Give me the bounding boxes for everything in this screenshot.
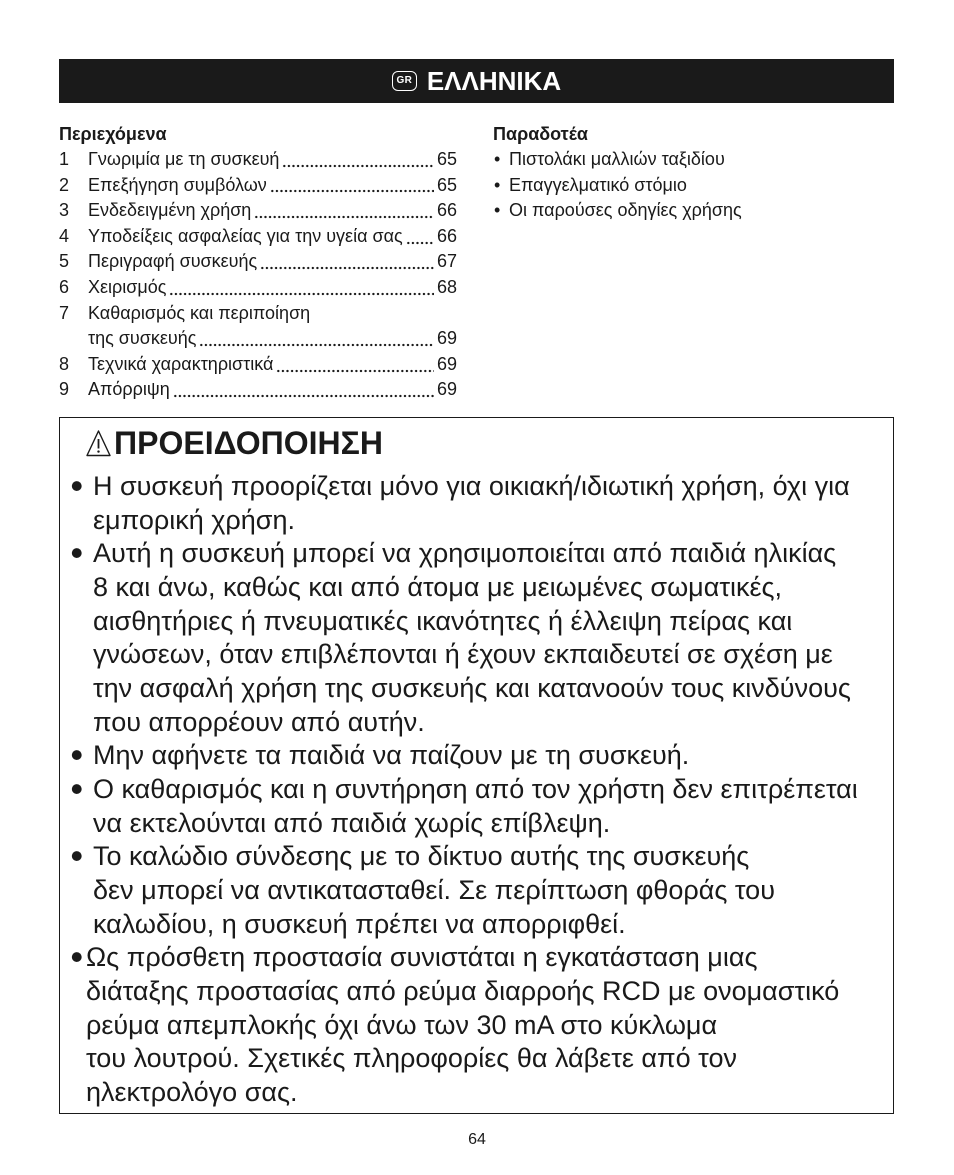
toc-entry — [59, 224, 457, 250]
bullet: • — [70, 734, 84, 776]
list-item-text: Πιστολάκι μαλλιών ταξιδίου — [509, 149, 725, 170]
bullet: • — [494, 149, 501, 170]
warning-text-line: Η συσκευή προορίζεται μόνο για οικιακή/ιδιωτική χρήση, όχι για — [93, 471, 850, 501]
gr-badge-icon: GR — [392, 71, 417, 91]
warning-text-line: Ως πρόσθετη προστασία συνιστάται η εγκατάσταση μιας — [86, 942, 758, 973]
warning-text-line: Αυτή η συσκευή μπορεί να χρησιμοποιείται από παιδιά ηλικίας — [93, 538, 837, 569]
warning-text-line: αισθητήριες ή πνευματικές ικανότητες ή έλλειψη πείρας και — [93, 605, 793, 636]
deliverables-heading: Παραδοτέα — [493, 123, 588, 144]
toc-entry-continuation — [59, 326, 457, 352]
language-title: ΕΛΛΗΝΙΚΑ — [426, 66, 562, 96]
toc-entry-page: 66 — [436, 225, 457, 246]
toc-entry-page: 65 — [436, 174, 457, 195]
toc-entry-page: 68 — [436, 277, 457, 298]
warning-text-line: Ο καθαρισμός και η συντήρηση από τον χρήστη δεν επιτρέπεται — [93, 773, 858, 804]
warning-heading — [86, 423, 383, 463]
warning-item — [60, 734, 893, 776]
bullet: • — [70, 835, 84, 877]
deliverables-list — [493, 122, 853, 224]
toc-entry-title: Χειρισμός — [88, 277, 167, 298]
toc-entry-number: 7 — [59, 302, 70, 323]
warning-text-line: ηλεκτρολόγο σας. — [86, 1076, 298, 1107]
toc-entry-number: 9 — [59, 379, 70, 400]
toc-entry-number: 4 — [59, 225, 70, 246]
bullet: • — [70, 465, 84, 506]
warning-text-line: να εκτελούνται από παιδιά χωρίς επίβλεψη. — [93, 807, 611, 838]
toc-entry-title: Απόρριψη — [88, 379, 170, 400]
toc-entry-page: 69 — [436, 328, 457, 349]
toc-entry-number: 5 — [59, 251, 70, 272]
bullet: • — [70, 532, 84, 574]
dot-leader — [282, 147, 434, 173]
warning-title: ΠΡΟΕΙΔΟΠΟΙΗΣΗ — [114, 425, 383, 461]
dot-leader — [406, 224, 434, 250]
toc-entry-page: 69 — [436, 379, 457, 400]
warning-item — [60, 465, 893, 537]
toc-entry-title: Ενδεδειγμένη χρήση — [88, 200, 252, 221]
toc-entry-page: 65 — [436, 149, 457, 170]
bullet: • — [70, 768, 84, 809]
warning-triangle-icon — [86, 429, 111, 457]
toc-entry-title-continued: της συσκευής — [88, 328, 197, 349]
toc-entry-page: 67 — [436, 251, 457, 272]
toc-entry-title: Τεχνικά χαρακτηριστικά — [88, 353, 274, 374]
warning-text-line: του λουτρού. Σχετικές πληροφορίες θα λάβετε από τον — [86, 1043, 737, 1074]
warning-text-line: που απορρέουν από αυτήν. — [93, 706, 425, 737]
toc-entry-number: 8 — [59, 353, 70, 374]
toc-entry-page: 66 — [436, 200, 457, 221]
list-item — [493, 147, 853, 173]
toc-entry — [59, 377, 457, 403]
toc-entry-title: Υποδείξεις ασφαλείας για την υγεία σας — [88, 225, 403, 246]
list-item — [493, 173, 853, 199]
dot-leader — [276, 352, 434, 378]
warning-text-line: διάταξης προστασίας από ρεύμα διαρροής RCD με ονομαστικό — [86, 975, 840, 1006]
toc-entry — [59, 173, 457, 199]
warning-item — [60, 532, 893, 739]
toc-entry — [59, 198, 457, 224]
bullet: • — [70, 936, 84, 978]
toc-entry — [59, 301, 457, 327]
toc-heading: Περιεχόμενα — [59, 123, 167, 144]
warning-text-line: Μην αφήνετε τα παιδιά να παίζουν με τη συσκευή. — [93, 740, 690, 771]
toc-entry-number: 2 — [59, 174, 70, 195]
toc-entry-number: 6 — [59, 277, 70, 298]
toc-entry — [59, 275, 457, 301]
toc-entry — [59, 147, 457, 173]
toc-entry — [59, 352, 457, 378]
warning-text-line: την ασφαλή χρήση της συσκευής και κατανοούν τους κινδύνους — [93, 672, 851, 703]
toc-entry-title: Επεξήγηση συμβόλων — [88, 174, 267, 195]
warning-box — [59, 417, 894, 1114]
warning-text-line: εμπορική χρήση. — [93, 504, 295, 535]
list-item-text: Οι παρούσες οδηγίες χρήσης — [509, 200, 742, 221]
warning-list — [60, 465, 893, 1109]
dot-leader — [254, 198, 434, 224]
warning-item — [60, 936, 893, 1109]
warning-item — [60, 768, 893, 840]
toc-entry-title: Περιγραφή συσκευής — [88, 251, 258, 272]
toc-entry-title: Καθαρισμός και περιποίηση — [88, 302, 311, 323]
warning-text-line: καλωδίου, η συσκευή πρέπει να απορριφθεί. — [93, 908, 626, 939]
table-of-contents — [59, 122, 457, 404]
warning-text-line: γνώσεων, όταν επιβλέπονται ή έχουν εκπαιδευτεί σε σχέση με — [93, 639, 833, 670]
toc-entry-title: Γνωριμία με τη συσκευή — [88, 149, 280, 170]
toc-entry — [59, 249, 457, 275]
language-header-bar — [59, 59, 894, 103]
dot-leader — [260, 249, 434, 275]
toc-entry-number: 3 — [59, 200, 70, 221]
dot-leader — [270, 173, 434, 199]
list-item — [493, 198, 853, 224]
warning-item — [60, 835, 893, 941]
dot-leader — [169, 275, 434, 301]
bullet: • — [494, 200, 501, 221]
warning-text-line: 8 και άνω, καθώς και από άτομα με μειωμένες σωματικές, — [93, 571, 783, 602]
bullet: • — [494, 174, 501, 195]
warning-text-line: ρεύμα απεμπλοκής όχι άνω των 30 mA στο κύκλωμα — [86, 1009, 718, 1040]
warning-text-line: δεν μπορεί να αντικατασταθεί. Σε περίπτωση φθοράς του — [93, 874, 775, 905]
toc-entry-page: 69 — [436, 353, 457, 374]
dot-leader — [199, 326, 434, 352]
toc-entry-number: 1 — [59, 149, 70, 170]
dot-leader — [173, 377, 434, 403]
list-item-text: Επαγγελματικό στόμιο — [509, 174, 687, 195]
warning-text-line: Το καλώδιο σύνδεσης με το δίκτυο αυτής της συσκευής — [93, 841, 750, 872]
page-number: 64 — [468, 1131, 486, 1148]
